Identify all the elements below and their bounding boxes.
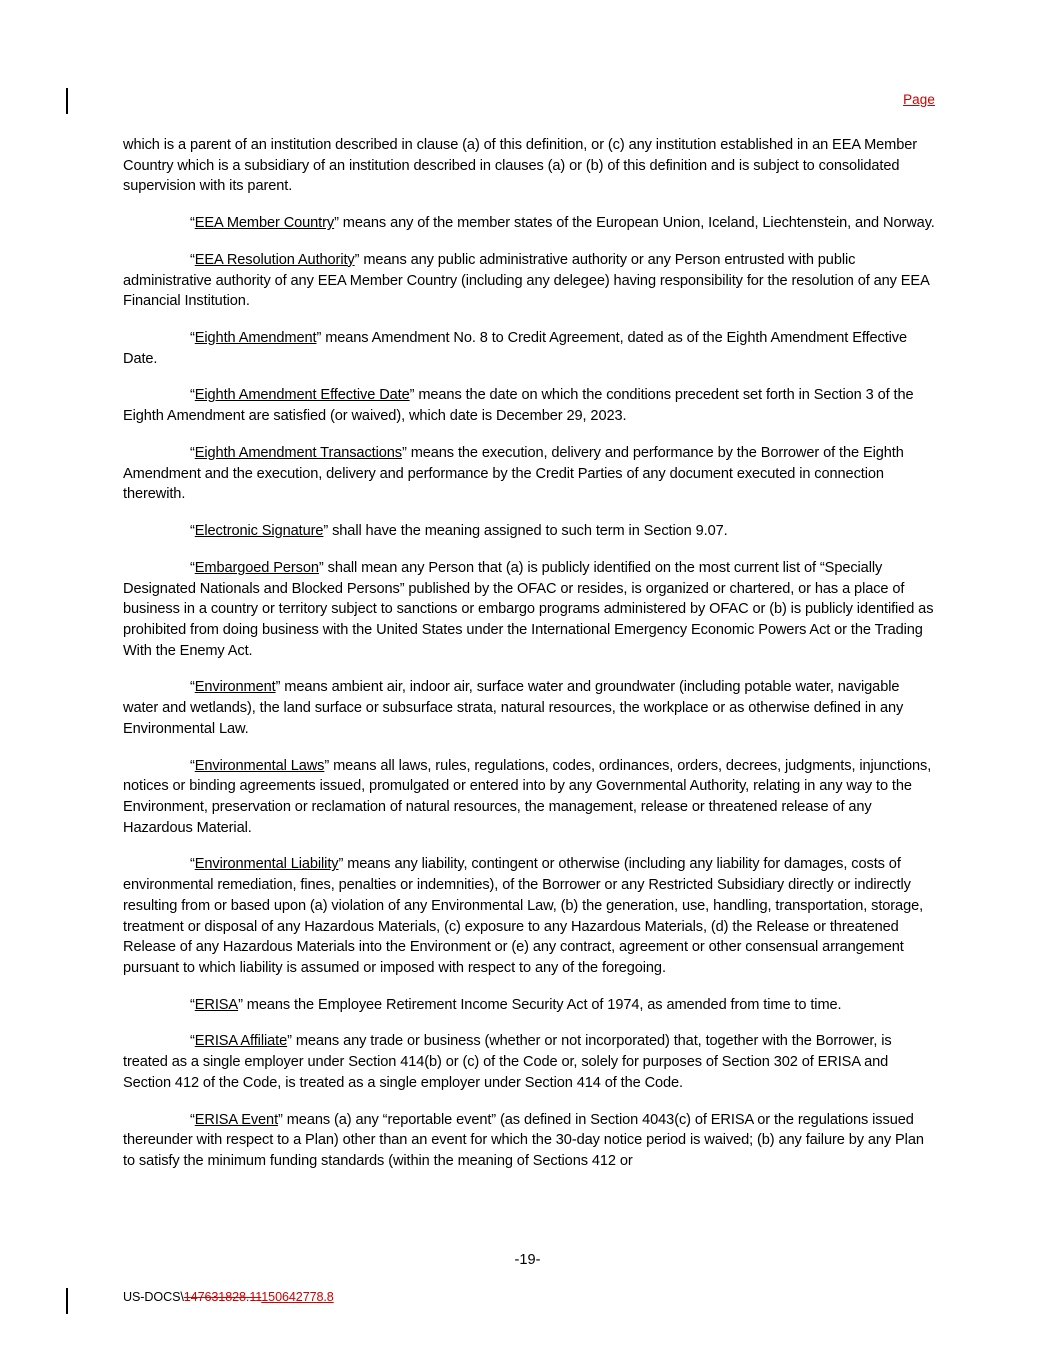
defined-term: Embargoed Person [194,559,319,576]
quote-open: “ [190,1033,195,1050]
document-body [123,135,936,1188]
page-header-label: Page [903,92,935,107]
definition-paragraph [123,250,936,312]
definition-paragraph [123,443,936,505]
quote-open: “ [190,387,195,404]
defined-term: Eighth Amendment Transactions [194,444,402,461]
paragraph-text: which is a parent of an institution described in clause (a) of this definition, or (c) any institution established in an EEA Member Country which is a subsidiary of an institution described in clauses (a) or (b) of this definition and is subject to consolidated supervision with its parent. [123,137,918,195]
defined-term: EEA Member Country [194,215,335,232]
doc-id-prefix: US-DOCS\ [123,1290,184,1304]
paragraph-text: ” shall have the meaning assigned to such term in Section 9.07. [323,523,728,540]
doc-id-inserted: 150642778.8 [261,1290,334,1304]
definition-paragraph [123,385,936,426]
defined-term: Environmental Liability [194,856,339,873]
definition-paragraph [123,1031,936,1093]
quote-open: “ [190,444,195,461]
paragraph-text: ” means any liability, contingent or otherwise (including any liability for damages, costs of environmental remediation, fines, penalties or indemnities), of the Borrower or any Restricted Subsidiary directly or indirectly resulting from or based upon (a) violation of any Environmental Law, (b) the generation, use, handling, transportation, storage, treatment or disposal of any Hazardous Materials, (c) exposure to any Hazardous Materials, (d) the Release or threatened Release of any Hazardous Materials into the Environment or (e) any contract, agreement or other consensual arrangement pursuant to which liability is assumed or imposed with respect to any of the foregoing. [123,856,924,976]
quote-open: “ [190,559,195,576]
definition-paragraph [123,558,936,662]
definition-paragraph [123,854,936,978]
definition-paragraph [123,756,936,839]
quote-open: “ [190,679,195,696]
paragraph-text: ” means any of the member states of the European Union, Iceland, Liechtenstein, and Norway. [334,215,935,232]
definition-paragraph [123,213,936,234]
defined-term: Environment [194,679,276,696]
quote-open: “ [190,856,195,873]
defined-term: Environmental Laws [194,757,325,774]
quote-open: “ [190,251,195,268]
paragraph-text: ” means any trade or business (whether or not incorporated) that, together with the Borrower, is treated as a single employer under Section 414(b) or (c) of the Code or, solely for purposes of Section 302 of ERISA and Section 412 of the Code, is treated as a single employer under Section 414 of the Code. [123,1033,892,1091]
defined-term: Eighth Amendment Effective Date [194,387,410,404]
doc-id-deleted: 147631828.11 [183,1290,262,1304]
definition-paragraph [123,677,936,739]
quote-open: “ [190,1111,195,1128]
paragraph-text: ” means ambient air, indoor air, surface water and groundwater (including potable water, navigable water and wetlands), the land surface or subsurface strata, natural resources, the workplace or as otherwise defined in any Environmental Law. [123,679,904,737]
quote-open: “ [190,330,195,347]
defined-term: ERISA Event [194,1111,279,1128]
defined-term: ERISA Affiliate [194,1033,288,1050]
quote-open: “ [190,215,195,232]
paragraph-text: ” means the date on which the conditions precedent set forth in Section 3 of the Eighth Amendment are satisfied (or waived), which date is December 29, 2023. [123,387,914,425]
defined-term: ERISA [194,996,239,1013]
paragraph-text: ” means all laws, rules, regulations, codes, ordinances, orders, decrees, judgments, injunctions, notices or binding agreements issued, promulgated or entered into by any Governmental Authority, relating in any way to the Environment, preservation or reclamation of natural resources, the management, release or threatened release of any Hazardous Material. [123,757,932,836]
quote-open: “ [190,757,195,774]
quote-open: “ [190,523,195,540]
paragraph-text: ” means (a) any “reportable event” (as defined in Section 4043(c) of ERISA or the regulations issued thereunder with respect to a Plan) other than an event for which the 30-day notice period is waived; (b) any failure by any Plan to satisfy the minimum funding standards (within the meaning of Sections 412 or [123,1111,924,1170]
definition-paragraph [123,328,936,369]
paragraph-text: ” means Amendment No. 8 to Credit Agreement, dated as of the Eighth Amendment Effective Date. [123,330,908,367]
definition-paragraph [123,521,936,542]
defined-term: EEA Resolution Authority [194,251,355,268]
defined-term: Electronic Signature [194,523,324,540]
paragraph-text: ” shall mean any Person that (a) is publicly identified on the most current list of “Specially Designated Nationals and Blocked Persons” published by the OFAC or resides, is organized or chartered, or has a place of business in a country or territory subject to sanctions or embargo programs administered by OFAC or (b) is publicly identified as prohibited from doing business with the United States under the International Emergency Economic Powers Act or the Trading With the Enemy Act. [123,559,934,659]
defined-term: Eighth Amendment [194,330,317,347]
footer-document-id [123,1290,334,1304]
paragraph-text: ” means the Employee Retirement Income Security Act of 1974, as amended from time to time. [238,996,842,1013]
revision-change-bar-bottom [66,1288,68,1314]
revision-change-bar-top [66,88,68,114]
paragraph [123,135,936,197]
definition-paragraph [123,995,936,1016]
page-number: -19- [514,1252,541,1268]
paragraph-text: ” means the execution, delivery and performance by the Borrower of the Eighth Amendment and the execution, delivery and performance by the Credit Parties of any document executed in connection therewith. [123,444,904,503]
definition-paragraph [123,1110,936,1172]
paragraph-text: ” means any public administrative authority or any Person entrusted with public administrative authority of any EEA Member Country (including any delegee) having responsibility for the resolution of any EEA Financial Institution. [123,251,929,310]
quote-open: “ [190,996,195,1013]
